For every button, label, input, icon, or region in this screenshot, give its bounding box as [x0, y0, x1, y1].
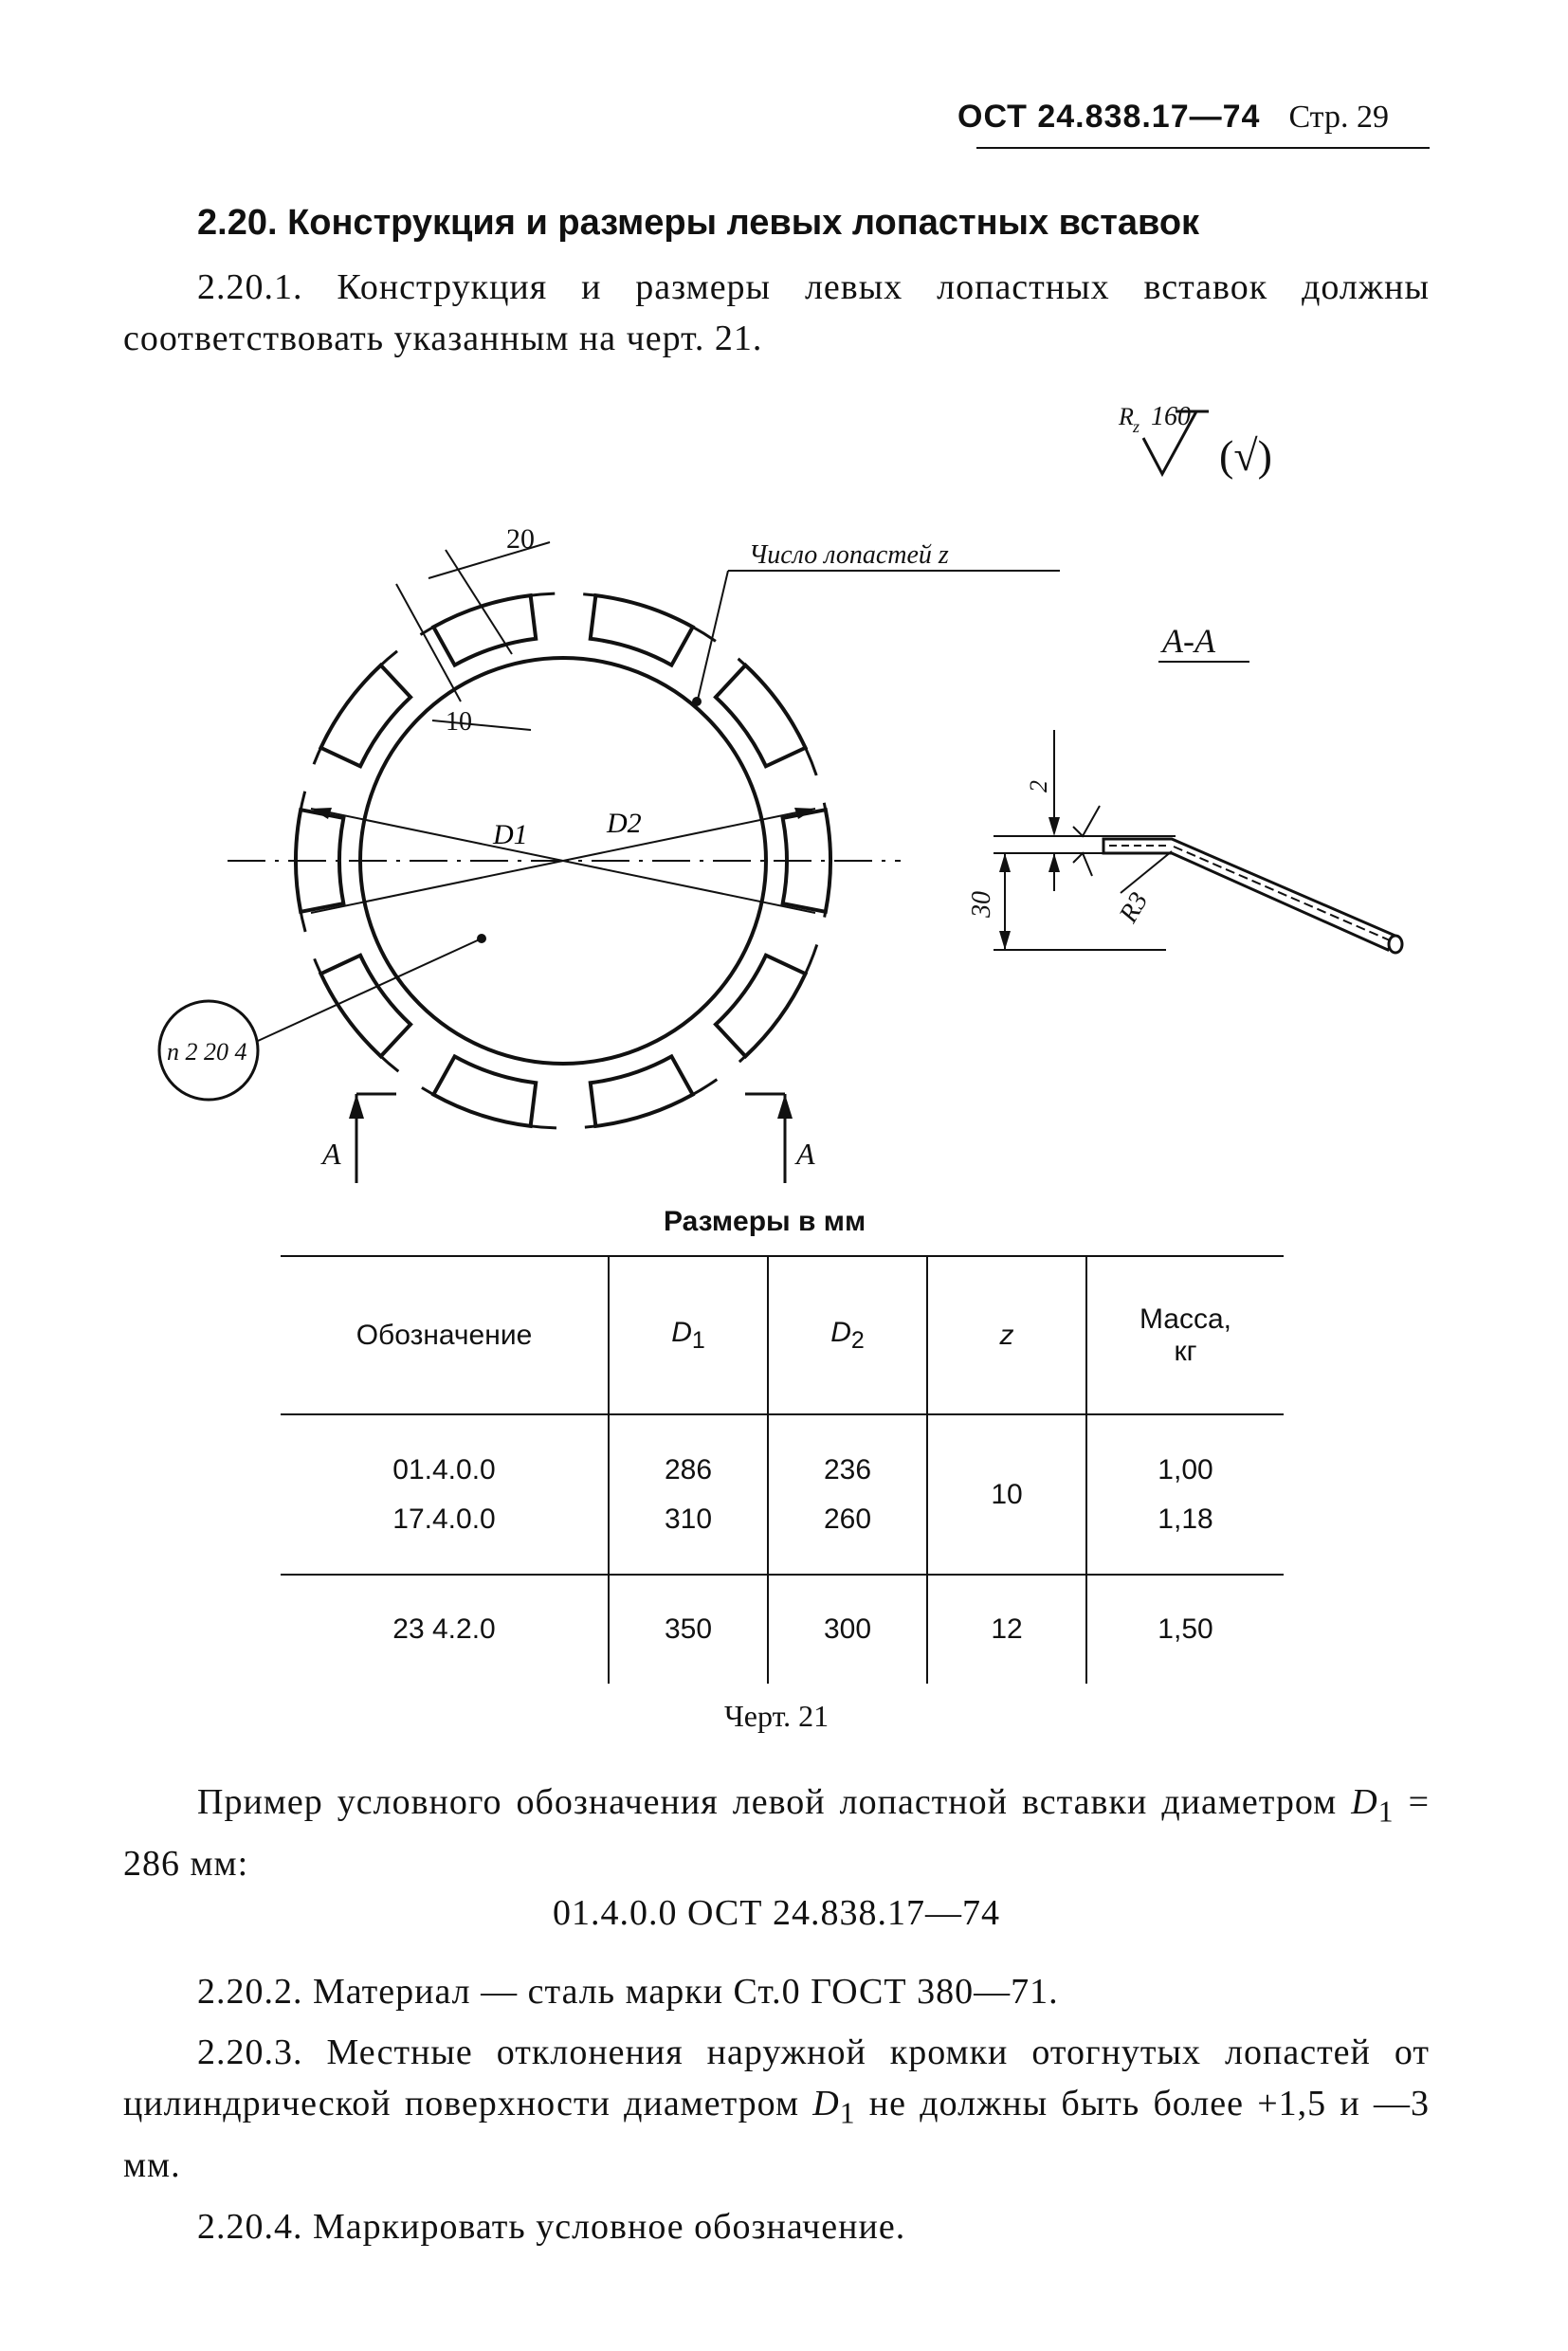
roughness-sub: z — [1133, 417, 1140, 436]
row-mass: 1,18 — [1158, 1503, 1213, 1535]
dim-2: 2 — [1025, 780, 1052, 793]
section-mark-right: А — [796, 1137, 815, 1171]
d1-label: D1 — [493, 819, 528, 850]
blades-label: Число лопастей z — [749, 540, 949, 570]
dim-30: 30 — [967, 891, 996, 918]
dimensions-table — [281, 1255, 1284, 1684]
note-ref-label: п 2 20 4 — [167, 1038, 247, 1066]
header-mass: Масса, кг — [1086, 1256, 1284, 1414]
section-title: 2.20. Конструкция и размеры левых лопастных вставок — [197, 203, 1200, 243]
dim-20: 20 — [506, 523, 535, 555]
table-caption: Размеры в мм — [664, 1206, 866, 1237]
note-reference — [159, 934, 486, 1100]
table-header-row — [281, 1256, 1284, 1414]
row-designation: 23 4.2.0 — [392, 1613, 496, 1645]
header-designation: Обозначение — [281, 1256, 609, 1414]
row-z: 10 — [927, 1414, 1086, 1575]
blade-window — [433, 595, 536, 665]
row-designation: 01.4.0.0 — [392, 1453, 496, 1485]
ring-insert — [228, 593, 901, 1128]
figure-caption: Черт. 21 — [724, 1699, 830, 1733]
blade-window — [591, 595, 693, 665]
header-z: z — [927, 1256, 1086, 1414]
row-d1: 310 — [664, 1503, 713, 1535]
paragraph-2-20-4: 2.20.4. Маркировать условное обозначение. — [197, 2207, 906, 2247]
roughness-symbol — [1118, 402, 1272, 480]
row-mass: 1,00 — [1158, 1453, 1213, 1485]
paragraph-2-20-1: 2.20.1. Конструкция и размеры левых лопастных вставок должны соответствовать указанным на черт. 21. — [123, 267, 1430, 358]
roughness-paren: (√) — [1219, 431, 1272, 480]
row-d2: 236 — [823, 1453, 872, 1485]
blade-window — [716, 665, 806, 767]
row-z: 12 — [927, 1575, 1086, 1684]
dim-10: 10 — [446, 707, 472, 737]
row-d1: 286 — [664, 1453, 713, 1485]
paragraph-2-20-2: 2.20.2. Материал — сталь марки Ст.0 ГОСТ 380—71. — [197, 1972, 1059, 2012]
table-row — [281, 1414, 1284, 1575]
row-d2: 260 — [823, 1503, 872, 1535]
blade-window — [320, 665, 410, 767]
row-designation: 17.4.0.0 — [392, 1503, 496, 1535]
example-designation: 01.4.0.0 ОСТ 24.838.17—74 — [553, 1893, 1000, 1933]
d2-label: D2 — [607, 808, 642, 839]
blade-window — [591, 1056, 693, 1125]
row-mass: 1,50 — [1086, 1575, 1284, 1684]
example-paragraph: Пример условного обозначения левой лопастной вставки диаметром $D_1 = 286$ мм: — [123, 1782, 1430, 1884]
dim-r3: R3 — [1113, 887, 1155, 928]
header-d2: $D_2$ — [768, 1256, 927, 1414]
doc-code: ОСТ 24.838.17—74 — [957, 99, 1261, 135]
header-d1: $D_1$ — [609, 1256, 768, 1414]
page-number: Стр. 29 — [1288, 100, 1389, 135]
blade-window — [433, 1056, 536, 1125]
section-marks — [320, 1094, 815, 1183]
roughness-value: 160 — [1151, 402, 1191, 431]
section-a-a — [967, 622, 1402, 953]
section-mark-left: А — [322, 1137, 341, 1171]
section-title: А-А — [1162, 622, 1215, 660]
row-d1: 350 — [609, 1575, 768, 1684]
roughness-label: R — [1119, 403, 1134, 430]
table-row — [281, 1575, 1284, 1684]
blade-window — [716, 956, 806, 1057]
paragraph-2-20-3: 2.20.3. Местные отклонения наружной кромки отогнутых лопастей от цилиндрической поверхности диаметром $D_1$ не должны быть более +1,5 и —3 мм. — [123, 2032, 1430, 2185]
row-d2: 300 — [768, 1575, 927, 1684]
